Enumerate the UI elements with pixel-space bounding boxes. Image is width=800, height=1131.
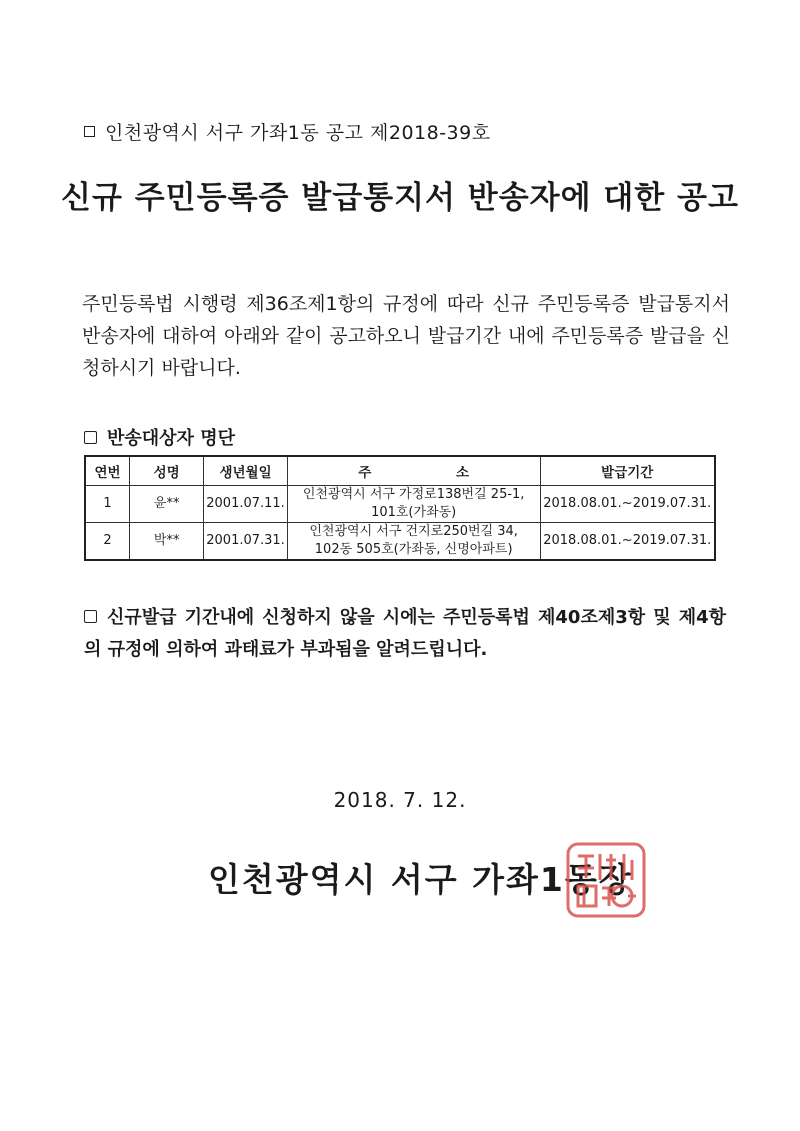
address-line-1: 인천광역시 서구 가정로138번길 25-1,	[302, 487, 525, 502]
checkbox-square-icon	[84, 431, 97, 444]
cell-birth: 2001.07.31.	[204, 523, 288, 561]
address-line-2: 102동 505호(가좌동, 신명아파트)	[314, 542, 513, 557]
cell-period: 2018.08.01.~2019.07.31.	[540, 486, 715, 523]
cell-address	[287, 523, 540, 561]
header-no: 연번	[85, 456, 130, 486]
seal-graphic	[568, 844, 644, 916]
table-row	[85, 523, 715, 561]
body-paragraph: 주민등록법 시행령 제36조제1항의 규정에 따라 신규 주민등록증 발급통지서 반송자에 대하여 아래와 같이 공고하오니 발급기간 내에 주민등록증 발급을 신청하시기 바랍니다.	[82, 293, 730, 379]
notice-date: 2018. 7. 12.	[333, 788, 467, 812]
signer-title: 인천광역시 서구 가좌1동장	[208, 860, 633, 899]
cell-no: 2	[85, 523, 130, 561]
checkbox-square-icon	[84, 610, 97, 623]
header-name: 성명	[130, 456, 204, 486]
cell-no: 1	[85, 486, 130, 523]
table-header-row	[85, 456, 715, 486]
penalty-notice	[84, 602, 726, 666]
penalty-notice-text: 신규발급 기간내에 신청하지 않을 시에는 주민등록법 제40조제3항 및 제4항의 규정에 의하여 과태료가 부과됨을 알려드립니다.	[84, 607, 726, 660]
cell-period: 2018.08.01.~2019.07.31.	[540, 523, 715, 561]
cell-birth: 2001.07.11.	[204, 486, 288, 523]
returnee-table	[84, 455, 716, 561]
cell-name: 윤**	[130, 486, 204, 523]
page-title: 신규 주민등록증 발급통지서 반송자에 대한 공고	[61, 180, 739, 216]
notice-number	[84, 118, 491, 145]
address-line-2: 101호(가좌동)	[371, 505, 457, 520]
table-row	[85, 486, 715, 523]
official-seal-icon	[562, 838, 650, 922]
section-heading	[84, 424, 235, 450]
cell-address	[287, 486, 540, 523]
address-line-1: 인천광역시 서구 건지로250번길 34,	[309, 524, 518, 539]
cell-name: 박**	[130, 523, 204, 561]
header-period: 발급기간	[540, 456, 715, 486]
notice-number-text: 인천광역시 서구 가좌1동 공고 제2018-39호	[105, 122, 491, 144]
header-birth: 생년월일	[204, 456, 288, 486]
header-address: 주 소	[287, 456, 540, 486]
square-bullet-icon	[84, 126, 95, 137]
section-heading-text: 반송대상자 명단	[107, 428, 235, 449]
